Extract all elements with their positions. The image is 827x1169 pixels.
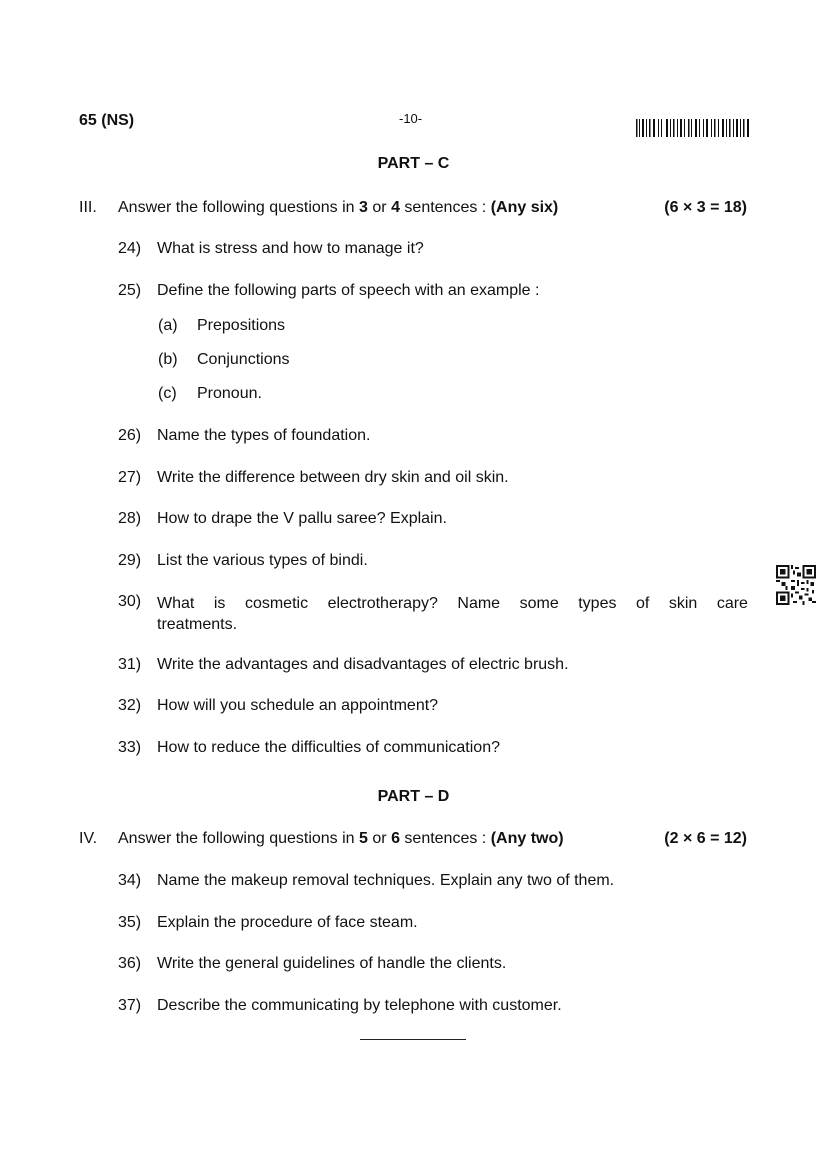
sub-question-text: Pronoun. [197, 385, 262, 402]
question-text [157, 593, 748, 635]
question-text: How to reduce the difficulties of communication? [157, 739, 500, 756]
question-text: Write the difference between dry skin and oil skin. [157, 469, 509, 486]
question-text: Define the following parts of speech with an example : [157, 282, 540, 299]
question-number: 26) [118, 427, 142, 444]
question-text: Name the types of foundation. [157, 427, 371, 444]
question-text: What is stress and how to manage it? [157, 240, 424, 257]
question-number: 28) [118, 510, 142, 527]
question-text: Describe the communicating by telephone with customer. [157, 997, 562, 1014]
question-30-line2: treatments. [157, 616, 238, 633]
section-iii-instruction: Answer the following questions in 3 or 4 sentences : (Any six) [118, 199, 559, 216]
part-d-title: PART – D [377, 788, 450, 805]
question-number: 25) [118, 282, 142, 299]
question-number: 37) [118, 997, 142, 1014]
section-iv-number: IV. [79, 830, 98, 847]
sub-question-text: Prepositions [197, 317, 286, 334]
question-number: 31) [118, 656, 142, 673]
question-number: 29) [118, 552, 142, 569]
question-30-line1: What is cosmetic electrotherapy? Name some types of skin care [157, 595, 748, 612]
question-number: 27) [118, 469, 142, 486]
section-iii-marks: (6 × 3 = 18) [664, 199, 747, 216]
sub-question-label: (b) [158, 351, 178, 368]
question-text: List the various types of bindi. [157, 552, 368, 569]
section-iii-number: III. [79, 199, 97, 216]
question-number: 24) [118, 240, 142, 257]
question-number: 36) [118, 955, 142, 972]
question-number: 32) [118, 697, 142, 714]
barcode-image [636, 119, 750, 137]
section-iv-marks: (2 × 6 = 12) [664, 830, 747, 847]
section-iv-instruction: Answer the following questions in 5 or 6 sentences : (Any two) [118, 830, 564, 847]
page-number: -10- [399, 111, 423, 126]
part-c-title: PART – C [377, 155, 450, 172]
question-number: 35) [118, 914, 142, 931]
sub-question-label: (c) [158, 385, 177, 402]
question-number: 34) [118, 872, 142, 889]
question-number: 33) [118, 739, 142, 756]
question-text: Write the advantages and disadvantages of electric brush. [157, 656, 569, 673]
sub-question-text: Conjunctions [197, 351, 290, 368]
paper-code: 65 (NS) [79, 112, 135, 129]
end-rule [360, 1039, 466, 1040]
question-number: 30) [118, 593, 142, 610]
qr-code-image [776, 565, 816, 605]
sub-question-label: (a) [158, 317, 178, 334]
question-text: Name the makeup removal techniques. Explain any two of them. [157, 872, 615, 889]
question-text: How to drape the V pallu saree? Explain. [157, 510, 447, 527]
question-text: Explain the procedure of face steam. [157, 914, 418, 931]
question-text: Write the general guidelines of handle the clients. [157, 955, 507, 972]
question-text: How will you schedule an appointment? [157, 697, 439, 714]
